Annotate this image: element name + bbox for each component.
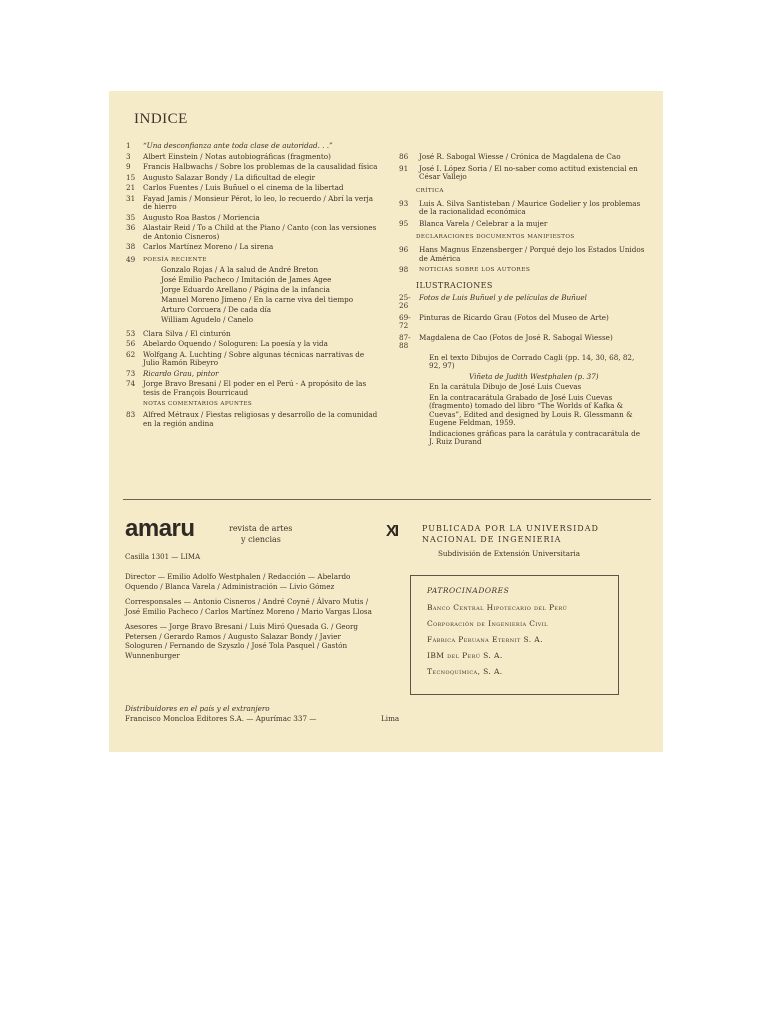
university-logo-icon: XI <box>386 523 398 540</box>
index-entry <box>399 266 645 275</box>
entry-page: 1 <box>126 141 131 150</box>
index-entry <box>126 184 380 193</box>
entry-page: 38 <box>126 242 136 251</box>
notes-header: NOTAS COMENTARIOS APUNTES <box>143 401 253 407</box>
index-entry <box>126 214 380 223</box>
sponsor-item: Corporación de Ingeniería Civil <box>427 619 548 628</box>
entry-page: 91 <box>399 163 409 173</box>
entry-text: Clara Silva / El cinturón <box>143 328 231 338</box>
entry-text: Abelardo Oquendo / Sologuren: La poesía y la vida <box>143 339 328 348</box>
entry-page: 31 <box>126 193 136 203</box>
sponsor-item: Tecnoquímica, S. A. <box>427 667 503 676</box>
magazine-page <box>109 91 663 752</box>
illustration-note: Viñeta de Judith Westphalen (p. 37) <box>469 371 599 381</box>
publisher-subdivision: Subdivisión de Extensión Universitaria <box>438 549 580 558</box>
poetry-entry: William Agudelo / Canelo <box>161 315 254 324</box>
entry-page: 49 <box>126 254 136 264</box>
critica-header: CRÍTICA <box>416 187 444 194</box>
entry-text: Wolfgang A. Luchting / Sobre algunas técnicas narrativas de Julio Ramón Ribeyro <box>143 349 365 367</box>
index-entry <box>126 163 380 172</box>
entry-text: Ricardo Grau, pintor <box>143 368 219 378</box>
advisors-credit: Asesores — Jorge Bravo Bresani / Luis Miró Quesada G. / Georg Petersen / Gerardo Ramos / Augusto Salazar Bondy / Javier Sologuren / Fernando de Szyszlo / José Tola Pasquel / Gastón Wunnenburger <box>125 622 359 660</box>
correspondents-credit: Corresponsales — Antonio Cisneros / André Coyné / Álvaro Mutis / José Emilio Pacheco / Carlos Martínez Moreno / Mario Vargas Llosa <box>125 597 372 616</box>
entry-text: Magdalena de Cao (Fotos de José R. Sabogal Wiesse) <box>419 332 613 342</box>
entry-page: 15 <box>126 172 136 182</box>
tagline-line: y ciencias <box>241 535 281 544</box>
index-entry <box>126 380 380 397</box>
entry-text: Jorge Bravo Bresani / El poder en el Perú - A propósito de las tesis de François Bourricaud <box>143 379 367 397</box>
director-credit: Director — Emilio Adolfo Westphalen / Redacción — Abelardo Oquendo / Blanca Varela / Administración — Livio Gómez <box>125 572 351 591</box>
entry-page: 87-88 <box>399 332 411 350</box>
entry-text: Augusto Salazar Bondy / La dificultad de elegir <box>143 172 316 182</box>
poetry-entry: Jorge Eduardo Arellano / Página de la infancia <box>161 285 330 294</box>
index-entry <box>126 174 380 183</box>
sponsors-box <box>410 575 619 695</box>
index-entry <box>126 243 380 252</box>
index-entry <box>399 165 645 182</box>
sponsor-item: IBM del Perú S. A. <box>427 651 503 660</box>
poetry-entry: José Emilio Pacheco / Imitación de James Agee <box>161 275 332 284</box>
entry-text: José R. Sabogal Wiesse / Crónica de Magdalena de Cao <box>419 152 621 161</box>
distribution-text: Francisco Moncloa Editores S.A. — Apurímac 337 — <box>125 714 317 723</box>
entry-text: Alfred Métraux / Fiestas religiosas y desarrollo de la comunidad en la región andina <box>143 410 378 428</box>
masthead-logo <box>125 515 195 543</box>
index-entry <box>126 411 380 428</box>
masthead-tagline <box>229 523 292 545</box>
index-entry <box>126 195 380 212</box>
sponsors-header: PATROCINADORES <box>427 586 510 595</box>
entry-page: 98 <box>399 265 409 274</box>
index-left-column <box>126 111 380 430</box>
entry-text: Carlos Martínez Moreno / La sirena <box>143 242 274 251</box>
illustration-note: En la carátula Dibujo de José Luis Cuevas <box>429 382 582 391</box>
illustration-note: En el texto Dibujos de Corrado Cagli (pp. 14, 30, 68, 82, 92, 97) <box>429 352 635 370</box>
entry-text: Francis Halbwachs / Sobre los problemas de la causalidad física <box>143 162 378 171</box>
tagline-line: revista de artes <box>229 524 293 533</box>
entry-text: Luis A. Silva Santisteban / Maurice Godelier y los problemas de la racionalidad económica <box>419 198 641 216</box>
index-entry <box>126 351 380 368</box>
entry-page: 21 <box>126 183 136 192</box>
entry-page: 96 <box>399 245 409 254</box>
entry-text: Fotos de Luis Buñuel y de películas de Buñuel <box>419 292 587 302</box>
distribution-city: Lima <box>381 714 400 723</box>
sponsor-item: Fábrica Peruana Eternit S. A. <box>427 635 543 644</box>
entry-text: Alastair Reid / To a Child at the Piano / Canto (con las versiones de Antonio Cisneros) <box>143 223 377 241</box>
section-label: POESÍA RECIENTE <box>143 256 207 263</box>
entry-text: Blanca Varela / Celebrar a la mujer <box>419 218 548 228</box>
index-entry <box>399 294 645 311</box>
publisher-line: PUBLICADA POR LA UNIVERSIDAD <box>422 524 599 533</box>
entry-page: 73 <box>126 368 136 378</box>
poetry-entry: Arturo Corcuera / De cada día <box>161 305 272 314</box>
postal-address: Casilla 1301 — LIMA <box>125 553 201 561</box>
index-entry <box>126 256 380 265</box>
poetry-entry: Gonzalo Rojas / A la salud de André Breton <box>161 265 319 274</box>
index-entry <box>126 153 380 162</box>
declaraciones-header: DECLARACIONES DOCUMENTOS MANIFIESTOS <box>416 234 575 240</box>
index-title: INDICE <box>134 111 188 127</box>
index-entry <box>399 314 645 331</box>
ilustraciones-header: ILUSTRACIONES <box>416 280 493 290</box>
index-entry <box>126 340 380 349</box>
index-entry <box>126 370 380 379</box>
entry-text: Augusto Roa Bastos / Moriencia <box>143 212 260 222</box>
entry-page: 35 <box>126 212 136 222</box>
entry-page: 3 <box>126 151 131 161</box>
entry-page: 83 <box>126 410 136 419</box>
publisher-line: NACIONAL DE INGENIERIA <box>422 535 562 544</box>
entry-text: “Una desconfianza ante toda clase de autoridad. . .” <box>143 141 333 150</box>
entry-page: 25-26 <box>399 292 411 310</box>
entry-text: NOTICIAS SOBRE LOS AUTORES <box>419 267 531 273</box>
entry-page: 69-72 <box>399 312 411 330</box>
index-entry <box>126 142 380 151</box>
entry-page: 53 <box>126 328 136 338</box>
entry-text: José I. López Soria / El no-saber como actitud existencial en César Vallejo <box>419 163 638 181</box>
entry-page: 62 <box>126 349 136 359</box>
index-entry <box>399 220 645 229</box>
distribution-label: Distribuidores en el país y el extranjero <box>125 704 270 713</box>
entry-page: 95 <box>399 218 409 228</box>
amaru-logo: amaru <box>125 515 195 542</box>
entry-page: 56 <box>126 339 136 348</box>
poetry-entry: Manuel Moreno Jimeno / En la carne viva del tiempo <box>161 295 354 304</box>
entry-page: 93 <box>399 198 409 208</box>
entry-page: 74 <box>126 379 136 388</box>
entry-text: Carlos Fuentes / Luis Buñuel o el cinema de la libertad <box>143 183 344 192</box>
staff-credits <box>125 572 375 666</box>
entry-page: 9 <box>126 162 131 171</box>
index-entry <box>126 224 380 241</box>
index-entry <box>126 330 380 339</box>
index-entry <box>399 246 645 263</box>
entry-text: Pinturas de Ricardo Grau (Fotos del Museo de Arte) <box>419 312 609 322</box>
entry-page: 36 <box>126 223 136 232</box>
index-entry <box>399 200 645 217</box>
publisher-name <box>422 523 599 545</box>
index-entry <box>399 153 645 162</box>
index-right-column <box>399 153 645 449</box>
distribution-info <box>125 704 400 724</box>
entry-text: Albert Einstein / Notas autobiográficas (fragmento) <box>143 151 331 161</box>
entry-text: Fayad Jamis / Monsieur Pérot, lo leo, lo recuerdo / Abrí la verja de hierro <box>143 193 374 211</box>
index-entry <box>399 334 645 351</box>
illustration-note: Indicaciones gráficas para la carátula y contracarátula de J. Ruiz Durand <box>429 428 640 446</box>
sponsor-item: Banco Central Hipotecario del Perú <box>427 603 568 612</box>
entry-text: Hans Magnus Enzensberger / Porqué dejo los Estados Unidos de América <box>419 245 645 263</box>
entry-page: 86 <box>399 152 409 161</box>
illustration-note: En la contracarátula Grabado de José Luis Cuevas (fragmento) tomado del libro “The Worlds of Kafka & Cuevas”, Edited and designed by Louis R. Glessmann & Eugene Feldman, 1959. <box>429 392 633 427</box>
section-divider <box>123 499 651 500</box>
